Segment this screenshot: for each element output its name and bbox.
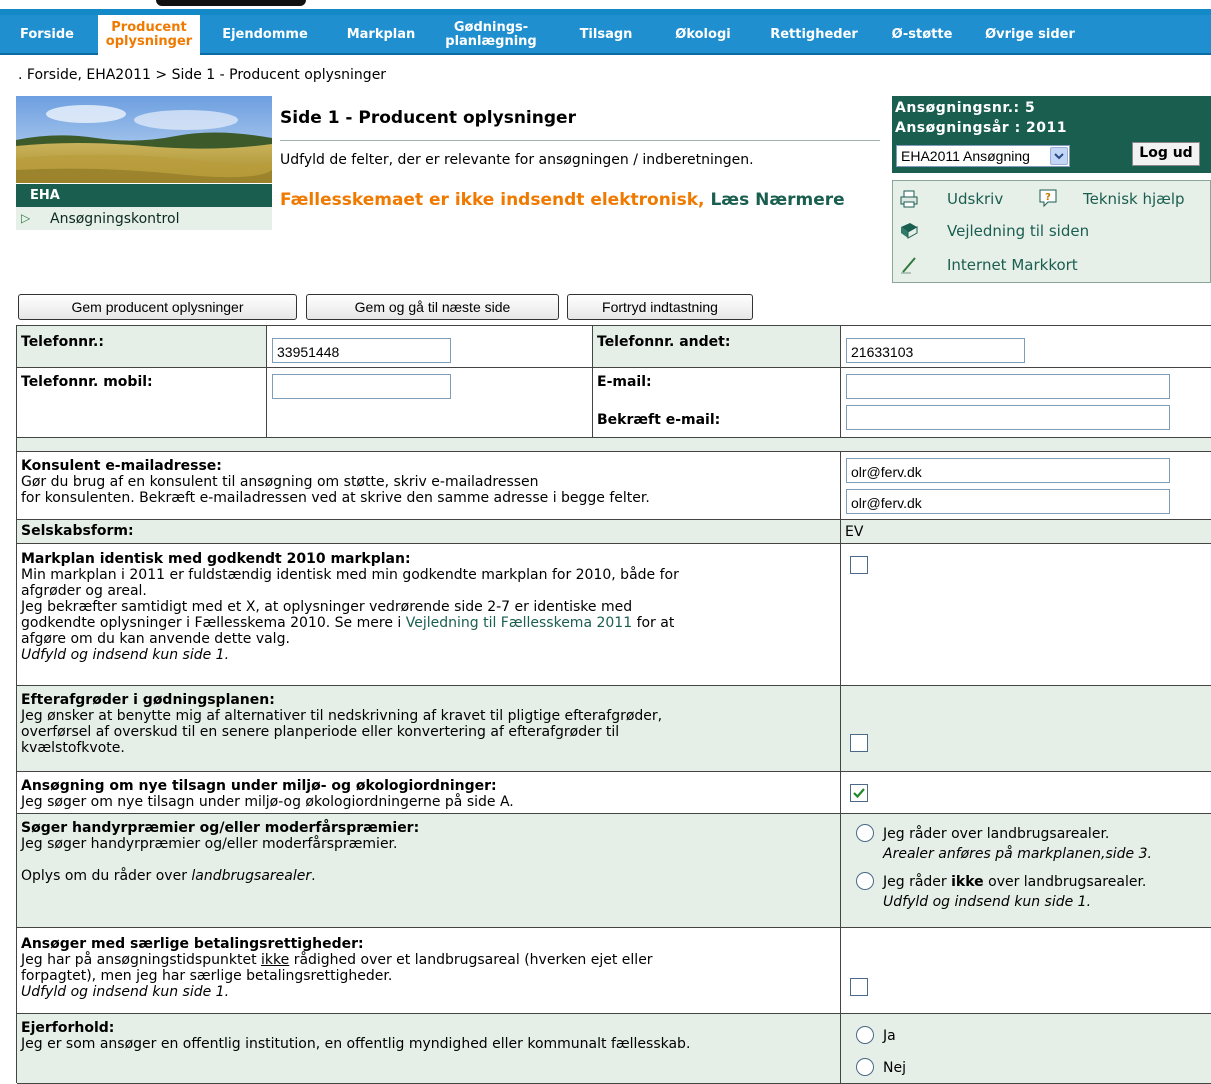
help-icon[interactable] xyxy=(1037,188,1057,208)
commitments-label: Ansøgning om nye tilsagn under miljø- og økologiordninger: xyxy=(21,778,497,794)
catch-crops-label: Efterafgrøder i gødningsplanen: xyxy=(21,692,275,708)
sidebar-section-eha: EHA xyxy=(16,184,272,207)
markplan-line-text: godkendte oplysninger i Fællesskema 2010. Se mere i xyxy=(21,615,402,631)
has-farmland-note: Arealer anføres på markplanen,side 3. xyxy=(883,846,1152,862)
main-nav xyxy=(0,15,1211,55)
has-farmland-radio[interactable] xyxy=(856,824,874,842)
mobile-label-cell xyxy=(17,368,267,438)
svg-text:?: ? xyxy=(1045,192,1051,203)
special-rights-checkbox[interactable] xyxy=(850,978,868,996)
premiums-line-text: Oplys om du råder over xyxy=(21,868,187,884)
phone-other-label: Telefonnr. andet: xyxy=(597,334,731,350)
nav-item-goedningsplanlaegning[interactable]: Gødnings-planlægning xyxy=(445,20,537,49)
nav-item-forside[interactable]: Forside xyxy=(19,27,74,42)
application-box xyxy=(892,96,1211,173)
special-rights-emphasis: ikke xyxy=(261,952,290,968)
consultant-email-input[interactable]: olr@ferv.dk xyxy=(846,458,1170,483)
markplan-line-text: for at xyxy=(636,615,675,631)
email-label-cell xyxy=(593,368,841,438)
commitments-text-cell xyxy=(17,772,841,814)
commitments-check-cell xyxy=(841,772,1211,814)
no-farmland-note: Udfyld og indsend kun side 1. xyxy=(883,894,1092,910)
nav-item-oe-stoette[interactable]: Ø-støtte xyxy=(891,27,953,42)
email-confirm-label: Bekræft e-mail: xyxy=(597,412,721,428)
catch-crops-line: Jeg ønsker at benytte mig af alternativer til nedskrivning af kravet til pligtige efterafgrøder, xyxy=(21,708,663,724)
mobile-input[interactable] xyxy=(272,374,451,399)
ownership-yes-label: Ja xyxy=(883,1028,896,1044)
special-rights-line: forpagtet), men jeg har særlige betalingsrettigheder. xyxy=(21,968,393,984)
application-year: Ansøgningsår : 2011 xyxy=(895,120,1068,136)
ownership-no-radio[interactable] xyxy=(856,1058,874,1076)
phone-input-cell xyxy=(267,326,593,368)
special-rights-text xyxy=(21,936,653,1000)
consultant-label: Konsulent e-mailadresse: xyxy=(21,458,222,474)
undo-entry-button[interactable]: Fortryd indtastning xyxy=(567,294,753,320)
nav-item-producent-oplysninger[interactable]: Producent oplysninger xyxy=(98,15,200,55)
premiums-text xyxy=(21,820,419,884)
premiums-label: Søger handyrpræmier og/eller moderfårspræmier: xyxy=(21,820,420,836)
special-rights-line-text: rådighed over et landbrugsareal (hverken ejet eller xyxy=(293,952,653,968)
nav-item-oevrige-sider[interactable]: Øvrige sider xyxy=(985,27,1075,42)
markplan-label: Markplan identisk med godkendt 2010 markplan: xyxy=(21,551,411,567)
ownership-yes-radio[interactable] xyxy=(856,1026,874,1044)
save-and-next-button[interactable]: Gem og gå til næste side xyxy=(306,294,559,320)
phone-input[interactable]: 33951448 xyxy=(272,338,451,363)
notice-warning: Fællesskemaet er ikke indsendt elektronisk, xyxy=(280,190,705,210)
no-farmland-text: over landbrugsarealer. xyxy=(988,874,1147,890)
special-rights-note: Udfyld og indsend kun side 1. xyxy=(21,984,230,1000)
tools-box xyxy=(892,180,1211,283)
email-input-cell xyxy=(841,368,1211,438)
email-label: E-mail: xyxy=(597,374,652,390)
consultant-input-cell xyxy=(841,452,1211,520)
commitments-line: Jeg søger om nye tilsagn under miljø-og økologiordningerne på side A. xyxy=(21,794,514,810)
book-icon[interactable] xyxy=(899,221,919,241)
no-farmland-radio[interactable] xyxy=(856,872,874,890)
checkmark-icon xyxy=(851,785,867,801)
ownership-label: Ejerforhold: xyxy=(21,1020,115,1036)
chevron-down-icon[interactable] xyxy=(1050,147,1068,165)
company-form-label-cell xyxy=(17,520,841,544)
ownership-options-cell xyxy=(841,1014,1211,1084)
guide-link[interactable]: Vejledning til siden xyxy=(947,222,1090,240)
breadcrumb: . Forside, EHA2011 > Side 1 - Producent oplysninger xyxy=(18,67,387,83)
nav-item-markplan[interactable]: Markplan xyxy=(346,27,416,42)
email-input[interactable] xyxy=(846,374,1170,399)
notice xyxy=(280,190,845,210)
guide-2011-link[interactable]: Vejledning til Fællesskema 2011 xyxy=(405,615,633,631)
sidebar-item-ansoegningskontrol[interactable] xyxy=(16,207,272,230)
cropped-header-title xyxy=(156,0,306,6)
markplan-identical-checkbox[interactable] xyxy=(850,556,868,574)
phone-other-label-cell xyxy=(593,326,841,368)
catch-crops-row xyxy=(17,686,1211,772)
mobile-input-cell xyxy=(267,368,593,438)
nav-item-rettigheder[interactable]: Rettigheder xyxy=(770,27,858,42)
phone-row xyxy=(17,326,1211,368)
phone-label-cell xyxy=(17,326,267,368)
special-rights-line-text: Jeg har på ansøgningstidspunktet xyxy=(21,952,257,968)
application-select-value: EHA2011 Ansøgning xyxy=(901,148,1030,164)
has-farmland-label: Jeg råder over landbrugsarealer. xyxy=(883,826,1110,842)
nav-item-tilsagn[interactable]: Tilsagn xyxy=(579,27,633,42)
ownership-text xyxy=(21,1020,690,1052)
premiums-line-emphasis: landbrugsarealer xyxy=(191,868,312,884)
special-rights-text-cell xyxy=(17,928,841,1014)
page-title: Side 1 - Producent oplysninger xyxy=(280,108,576,128)
sidebar-item-label: Ansøgningskontrol xyxy=(50,211,180,227)
markplan-line: afgøre om du kan anvende dette valg. xyxy=(21,631,290,647)
phone-other-input-cell xyxy=(841,326,1211,368)
application-number: Ansøgningsnr.: 5 xyxy=(895,100,1036,116)
landscape-photo xyxy=(16,96,272,183)
company-form-row xyxy=(17,520,1211,544)
catch-crops-text xyxy=(21,692,662,756)
spacer-cell xyxy=(17,438,1211,452)
email-confirm-input[interactable] xyxy=(846,405,1170,430)
mobile-label: Telefonnr. mobil: xyxy=(21,374,153,390)
printer-icon[interactable] xyxy=(899,189,919,209)
catch-crops-text-cell xyxy=(17,686,841,772)
catch-crops-checkbox[interactable] xyxy=(850,734,868,752)
application-select[interactable] xyxy=(896,145,1070,167)
markplan-row xyxy=(17,544,1211,686)
premiums-line: Jeg søger handyrpræmier og/eller moderfårspræmier. xyxy=(21,836,398,852)
commitments-row xyxy=(17,772,1211,814)
phone-other-input[interactable]: 21633103 xyxy=(846,338,1025,363)
consultant-row xyxy=(17,452,1211,520)
read-more-link[interactable]: Læs Nærmere xyxy=(710,190,845,210)
markplan-text xyxy=(21,551,679,663)
pen-icon[interactable] xyxy=(899,255,919,275)
divider xyxy=(280,140,880,141)
premiums-row xyxy=(17,814,1211,928)
markplan-line: Jeg bekræfter samtidigt med et X, at oplysninger vedrørende side 2-7 er identiske med xyxy=(21,599,633,615)
markplan-line: Min markplan i 2011 er fuldstændig identisk med min godkendte markplan for 2010, både for xyxy=(21,567,679,583)
catch-crops-check-cell xyxy=(841,686,1211,772)
premiums-line-text: . xyxy=(311,868,316,884)
catch-crops-line: overførsel af overskud til en senere planperiode eller konvertering af efterafgrøder til xyxy=(21,724,620,740)
spacer-row xyxy=(17,438,1211,452)
markplan-line: afgrøder og areal. xyxy=(21,583,147,599)
nav-item-ejendomme[interactable]: Ejendomme xyxy=(222,27,308,42)
page-description: Udfyld de felter, der er relevante for ansøgningen / indberetningen. xyxy=(280,152,754,168)
mobile-email-row xyxy=(17,368,1211,438)
ownership-line: Jeg er som ansøger en offentlig institution, en offentlig myndighed eller kommunalt fællesskab. xyxy=(21,1036,691,1052)
consultant-text xyxy=(21,458,650,506)
internet-map-link[interactable]: Internet Markkort xyxy=(947,256,1078,274)
consultant-line: for konsulenten. Bekræft e-mailadressen ved at skrive den samme adresse i begge felter. xyxy=(21,490,650,506)
consultant-email-confirm-input[interactable]: olr@ferv.dk xyxy=(846,489,1170,514)
logout-button[interactable]: Log ud xyxy=(1132,142,1200,166)
no-farmland-text: Jeg råder xyxy=(883,874,947,890)
print-link[interactable]: Udskriv xyxy=(947,190,1004,208)
no-farmland-emphasis: ikke xyxy=(951,874,984,890)
consultant-text-cell xyxy=(17,452,841,520)
triangle-right-icon: ▷ xyxy=(21,211,31,225)
special-rights-line xyxy=(21,952,653,968)
ownership-no-label: Nej xyxy=(883,1060,906,1076)
nav-item-oekologi[interactable]: Økologi xyxy=(675,27,731,42)
new-commitments-checkbox[interactable] xyxy=(850,784,868,802)
company-form-value-cell xyxy=(841,520,1211,544)
markplan-note: Udfyld og indsend kun side 1. xyxy=(21,647,230,663)
save-producer-button[interactable]: Gem producent oplysninger xyxy=(18,294,297,320)
ownership-row xyxy=(17,1014,1211,1084)
markplan-check-cell xyxy=(841,544,1211,686)
producer-form xyxy=(16,325,1211,1083)
catch-crops-line: kvælstofkvote. xyxy=(21,740,125,756)
top-strip xyxy=(0,0,1211,14)
special-rights-label: Ansøger med særlige betalingsrettigheder: xyxy=(21,936,364,952)
premiums-line xyxy=(21,868,419,884)
special-rights-check-cell xyxy=(841,928,1211,1014)
consultant-line: Gør du brug af en konsulent til ansøgning om støtte, skriv e-mailadressen xyxy=(21,474,539,490)
markplan-text-cell xyxy=(17,544,841,686)
commitments-text xyxy=(21,778,514,810)
markplan-line xyxy=(21,615,679,631)
company-form-value: EV xyxy=(845,524,864,540)
premiums-text-cell xyxy=(17,814,841,928)
special-rights-row xyxy=(17,928,1211,1014)
ownership-text-cell xyxy=(17,1014,841,1084)
no-farmland-label xyxy=(883,874,1146,890)
company-form-label: Selskabsform: xyxy=(21,523,134,539)
phone-label: Telefonnr.: xyxy=(21,334,104,350)
premiums-options-cell xyxy=(841,814,1211,928)
technical-help-link[interactable]: Teknisk hjælp xyxy=(1083,190,1185,208)
